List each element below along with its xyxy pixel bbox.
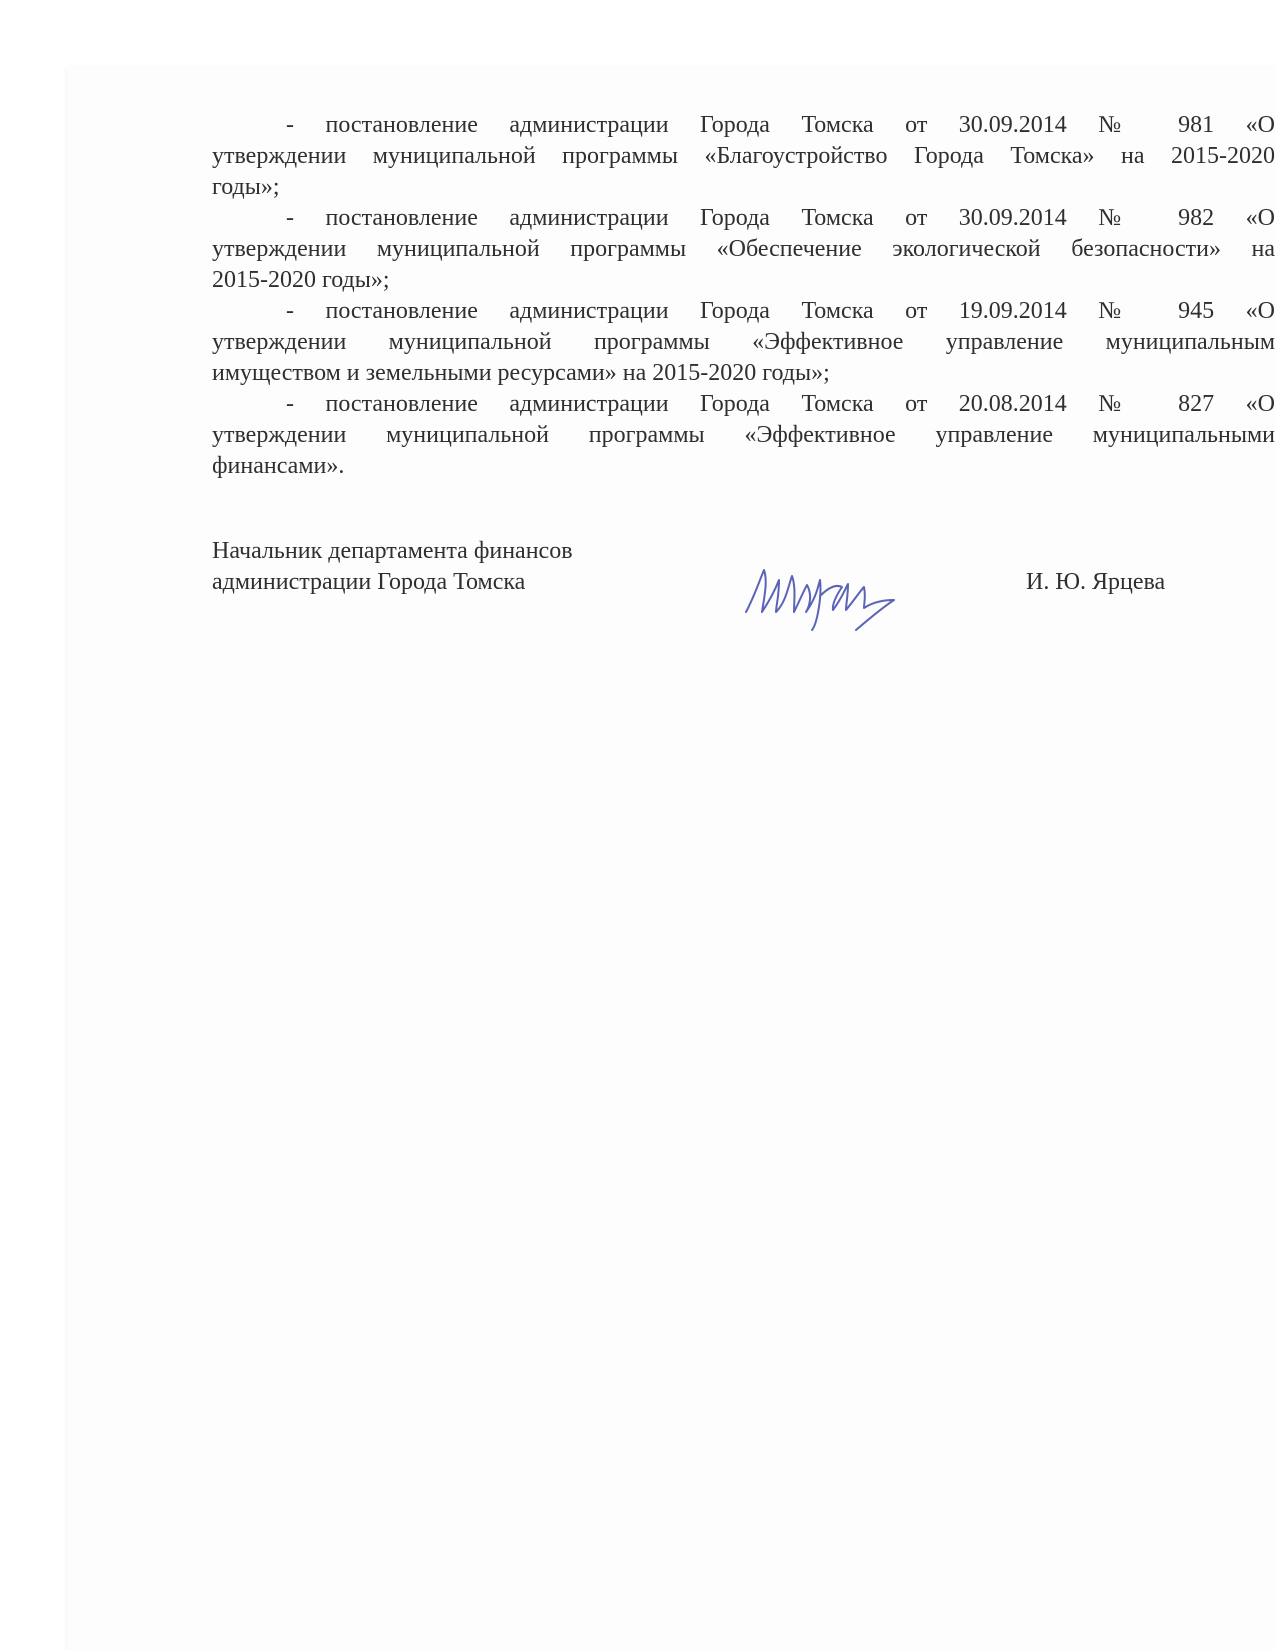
handwritten-signature xyxy=(734,542,914,632)
decree-item-982 xyxy=(212,203,1275,296)
decree-line: годы»; xyxy=(212,174,280,200)
decree-list xyxy=(212,110,1275,482)
signer-position-line-1: Начальник департамента финансов xyxy=(212,538,573,564)
decree-item-827 xyxy=(212,389,1275,482)
decree-line: - постановление администрации Города Томска от 19.09.2014 № 945 «О xyxy=(286,298,1275,324)
decree-line: финансами». xyxy=(212,453,345,479)
signer-name: И. Ю. Ярцева xyxy=(1026,569,1166,595)
decree-line: утверждении муниципальной программы «Эффективное управление муниципальным xyxy=(212,329,1275,355)
decree-line: - постановление администрации Города Томска от 20.08.2014 № 827 «О xyxy=(286,391,1275,417)
decree-line: - постановление администрации Города Томска от 30.09.2014 № 982 «О xyxy=(286,205,1275,231)
decree-line: утверждении муниципальной программы «Эффективное управление муниципальными xyxy=(212,422,1275,448)
decree-line: 2015-2020 годы»; xyxy=(212,267,390,293)
decree-item-981 xyxy=(212,110,1275,203)
signature-stroke xyxy=(746,570,894,630)
signer-position xyxy=(212,536,573,598)
decree-line: утверждении муниципальной программы «Обеспечение экологической безопасности» на xyxy=(212,236,1275,262)
decree-line: - постановление администрации Города Томска от 30.09.2014 № 981 «О xyxy=(286,112,1275,138)
decree-line: имуществом и земельными ресурсами» на 2015-2020 годы»; xyxy=(212,360,830,386)
decree-item-945 xyxy=(212,296,1275,389)
signer-position-line-2: администрации Города Томска xyxy=(212,569,526,595)
decree-line: утверждении муниципальной программы «Благоустройство Города Томска» на 2015-2020 xyxy=(212,143,1275,169)
signature-block xyxy=(212,536,1212,636)
